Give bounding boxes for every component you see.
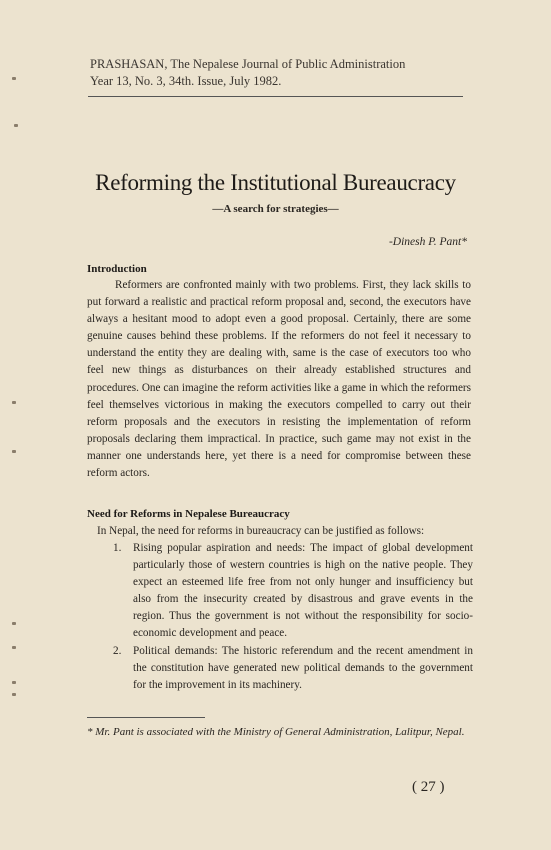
footnote-rule: [87, 717, 205, 718]
header-rule: [88, 96, 463, 97]
list-item-text: Political demands: The historic referendum and the recent amendment in the constitution have generated new political demands to the government for the improvement in its machinery.: [133, 644, 473, 691]
need-for-reforms-heading: Need for Reforms in Nepalese Bureaucracy: [87, 508, 290, 520]
footnote: * Mr. Pant is associated with the Ministry of General Administration, Lalitpur, Nepal.: [87, 726, 465, 738]
margin-mark: [12, 401, 16, 404]
list-item-number: 2.: [113, 644, 122, 657]
margin-mark: [12, 77, 16, 80]
list-item: [113, 643, 473, 694]
margin-mark: [12, 693, 16, 696]
list-item-text: Rising popular aspiration and needs: The impact of global development particularly those of western countries is high on the native people. They expect an esteemed life free from not only hunger and insufficiency but also from the insecurity created by disastrous and grave events in the region. Thus the government is not without the responsibility for socio-economic development and peace.: [133, 542, 473, 640]
page-number: ( 27 ): [412, 779, 445, 795]
article-title: Reforming the Institutional Bureaucracy: [95, 170, 456, 195]
article-author: -Dinesh P. Pant*: [388, 236, 467, 248]
journal-header: [90, 56, 405, 90]
margin-mark: [14, 124, 18, 127]
margin-mark: [12, 646, 16, 649]
list-item-number: 1.: [113, 542, 122, 554]
reasons-list: [113, 540, 473, 694]
margin-mark: [12, 622, 16, 625]
introduction-paragraph: Reformers are confronted mainly with two problems. First, they lack skills to put forward a realistic and practical reform proposal and, second, the executors have always a hesitant mood to adopt even a good proposal. Certainly, there are some genuine causes behind these problems. If the reformers do not feel it necessary to understand the entity they are dealing with, same is the case of executors too who feel new things as disturbances on their already established structures and procedures. One can imagine the reform activities like a game in which the reformers feel themselves victorious in making the executors compelled to carry out their reform proposals and the executors in resisting the implementation of reform proposals declaring them impractical. In practice, such game may not exist in the manner one understands here, yet there is a need for compromise between these reform actors.: [87, 279, 471, 480]
journal-name: PRASHASAN, The Nepalese Journal of Public Administration: [90, 57, 406, 71]
article-subtitle: —A search for strategies—: [212, 203, 339, 215]
journal-issue: Year 13, No. 3, 34th. Issue, July 1982.: [90, 74, 282, 88]
list-item: [113, 540, 473, 643]
margin-mark: [12, 450, 16, 453]
margin-mark: [12, 681, 16, 684]
introduction-heading: Introduction: [87, 263, 147, 275]
need-for-reforms-intro: In Nepal, the need for reforms in bureaucracy can be justified as follows:: [97, 525, 425, 537]
